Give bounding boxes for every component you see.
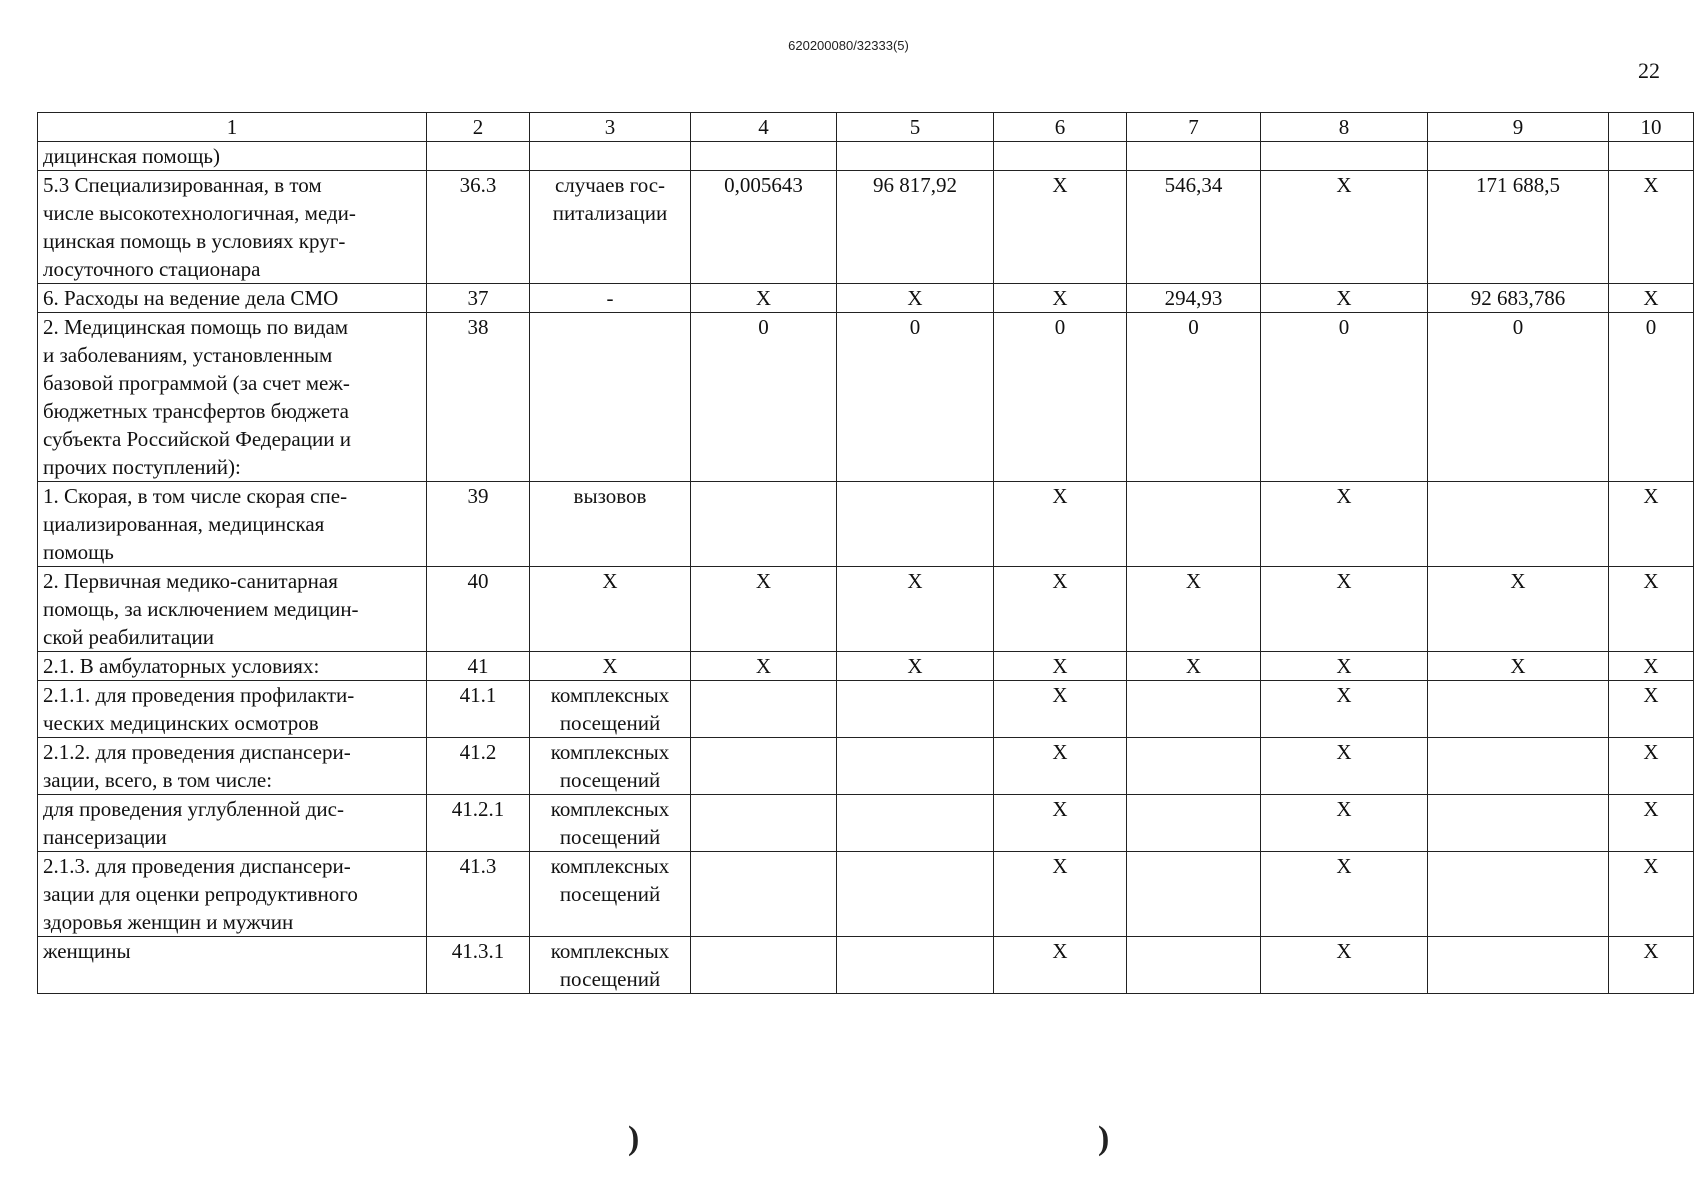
pencil-mark-right: )	[1098, 1120, 1110, 1157]
value-cell: 41.2.1	[427, 795, 530, 852]
unit-cell: вызовов	[530, 482, 691, 567]
value-cell	[1261, 142, 1428, 171]
value-cell	[691, 482, 837, 567]
value-cell: X	[1609, 652, 1694, 681]
value-cell	[1127, 482, 1261, 567]
column-header-1: 1	[38, 113, 427, 142]
column-header-9: 9	[1428, 113, 1609, 142]
value-cell: X	[1609, 738, 1694, 795]
unit-cell	[530, 313, 691, 482]
value-cell: 0,005643	[691, 171, 837, 284]
value-cell: 171 688,5	[1428, 171, 1609, 284]
value-cell	[691, 795, 837, 852]
value-cell	[837, 795, 994, 852]
page-number: 22	[1638, 58, 1660, 83]
value-cell: X	[994, 852, 1127, 937]
table-row	[38, 738, 1694, 795]
document-id: 620200080/32333(5)	[788, 38, 909, 53]
value-cell: X	[1609, 852, 1694, 937]
table-row	[38, 652, 1694, 681]
value-cell: X	[1127, 567, 1261, 652]
row-name-cell: 2.1.1. для проведения профилакти- ческих медицинских осмотров	[38, 681, 427, 738]
value-cell: X	[691, 567, 837, 652]
value-cell: 0	[837, 313, 994, 482]
value-cell: 0	[691, 313, 837, 482]
column-header-10: 10	[1609, 113, 1694, 142]
table-header-row	[38, 113, 1694, 142]
row-name-cell: 2.1.2. для проведения диспансери- зации, всего, в том числе:	[38, 738, 427, 795]
value-cell: X	[1609, 567, 1694, 652]
value-cell	[1428, 142, 1609, 171]
value-cell: X	[994, 567, 1127, 652]
table-row	[38, 852, 1694, 937]
value-cell	[837, 937, 994, 994]
value-cell: X	[1127, 652, 1261, 681]
value-cell	[691, 852, 837, 937]
row-name-cell: дицинская помощь)	[38, 142, 427, 171]
value-cell: X	[1261, 652, 1428, 681]
table-body	[38, 142, 1694, 994]
value-cell: X	[994, 482, 1127, 567]
row-name-cell: 2. Медицинская помощь по видам и заболеваниям, установленным базовой программой (за счет меж- бюджетных трансфертов бюджета субъекта Российской Федерации и прочих поступлений):	[38, 313, 427, 482]
row-name-cell: женщины	[38, 937, 427, 994]
value-cell: 41.1	[427, 681, 530, 738]
value-cell: X	[1609, 171, 1694, 284]
value-cell	[837, 852, 994, 937]
value-cell	[837, 482, 994, 567]
table-row	[38, 937, 1694, 994]
table-row	[38, 795, 1694, 852]
value-cell: X	[994, 738, 1127, 795]
row-name-cell: для проведения углубленной дис- пансеризации	[38, 795, 427, 852]
table-row	[38, 142, 1694, 171]
column-header-3: 3	[530, 113, 691, 142]
value-cell: 41.2	[427, 738, 530, 795]
value-cell	[994, 142, 1127, 171]
value-cell	[1428, 852, 1609, 937]
value-cell: X	[1609, 284, 1694, 313]
value-cell: X	[691, 652, 837, 681]
value-cell: 294,93	[1127, 284, 1261, 313]
value-cell: X	[1261, 171, 1428, 284]
unit-cell: X	[530, 567, 691, 652]
value-cell: 96 817,92	[837, 171, 994, 284]
value-cell	[1428, 681, 1609, 738]
column-header-5: 5	[837, 113, 994, 142]
value-cell: X	[1609, 937, 1694, 994]
row-name-cell: 5.3 Специализированная, в том числе высокотехнологичная, меди- цинская помощь в условиях круг- лосуточного стационара	[38, 171, 427, 284]
pencil-mark-left: )	[628, 1120, 640, 1157]
value-cell	[837, 681, 994, 738]
unit-cell: X	[530, 652, 691, 681]
unit-cell	[530, 142, 691, 171]
value-cell: X	[837, 652, 994, 681]
value-cell: 39	[427, 482, 530, 567]
unit-cell: случаев гос- питализации	[530, 171, 691, 284]
value-cell: X	[1261, 681, 1428, 738]
value-cell	[837, 738, 994, 795]
unit-cell: комплексных посещений	[530, 852, 691, 937]
value-cell: 41.3.1	[427, 937, 530, 994]
unit-cell: комплексных посещений	[530, 738, 691, 795]
table-row	[38, 567, 1694, 652]
unit-cell: комплексных посещений	[530, 795, 691, 852]
row-name-cell: 2.1.3. для проведения диспансери- зации для оценки репродуктивного здоровья женщин и мужчин	[38, 852, 427, 937]
table-row	[38, 482, 1694, 567]
value-cell: 41.3	[427, 852, 530, 937]
value-cell	[691, 681, 837, 738]
value-cell: 36.3	[427, 171, 530, 284]
column-header-8: 8	[1261, 113, 1428, 142]
row-name-cell: 6. Расходы на ведение дела СМО	[38, 284, 427, 313]
value-cell: X	[994, 284, 1127, 313]
value-cell: 0	[1261, 313, 1428, 482]
value-cell: 0	[1127, 313, 1261, 482]
value-cell	[1428, 738, 1609, 795]
value-cell: X	[1609, 795, 1694, 852]
value-cell: 38	[427, 313, 530, 482]
value-cell	[1428, 937, 1609, 994]
value-cell	[1428, 795, 1609, 852]
unit-cell: комплексных посещений	[530, 937, 691, 994]
unit-cell: комплексных посещений	[530, 681, 691, 738]
value-cell: 41	[427, 652, 530, 681]
value-cell: 0	[994, 313, 1127, 482]
data-table	[37, 112, 1694, 994]
value-cell: X	[1428, 652, 1609, 681]
value-cell	[1127, 738, 1261, 795]
value-cell	[1127, 681, 1261, 738]
row-name-cell: 1. Скорая, в том числе скорая спе- циализированная, медицинская помощь	[38, 482, 427, 567]
value-cell	[837, 142, 994, 171]
value-cell	[1428, 482, 1609, 567]
value-cell: X	[837, 567, 994, 652]
table-row	[38, 681, 1694, 738]
table-row	[38, 171, 1694, 284]
value-cell: X	[994, 681, 1127, 738]
value-cell: 0	[1428, 313, 1609, 482]
value-cell: X	[1261, 738, 1428, 795]
value-cell	[1127, 142, 1261, 171]
value-cell: X	[1261, 567, 1428, 652]
value-cell: 92 683,786	[1428, 284, 1609, 313]
row-name-cell: 2.1. В амбулаторных условиях:	[38, 652, 427, 681]
value-cell: X	[994, 937, 1127, 994]
value-cell: X	[1261, 795, 1428, 852]
value-cell: 546,34	[1127, 171, 1261, 284]
value-cell: X	[1428, 567, 1609, 652]
value-cell: X	[1261, 482, 1428, 567]
value-cell: X	[994, 795, 1127, 852]
value-cell	[691, 738, 837, 795]
value-cell	[1609, 142, 1694, 171]
column-header-2: 2	[427, 113, 530, 142]
value-cell	[1127, 937, 1261, 994]
row-name-cell: 2. Первичная медико-санитарная помощь, за исключением медицин- ской реабилитации	[38, 567, 427, 652]
value-cell: X	[691, 284, 837, 313]
value-cell: X	[1261, 937, 1428, 994]
value-cell	[1127, 795, 1261, 852]
value-cell	[427, 142, 530, 171]
value-cell: 0	[1609, 313, 1694, 482]
table-row	[38, 284, 1694, 313]
value-cell: 37	[427, 284, 530, 313]
unit-cell: -	[530, 284, 691, 313]
value-cell: X	[1261, 284, 1428, 313]
column-header-7: 7	[1127, 113, 1261, 142]
table-row	[38, 313, 1694, 482]
value-cell	[1127, 852, 1261, 937]
column-header-6: 6	[994, 113, 1127, 142]
value-cell: X	[994, 171, 1127, 284]
value-cell	[691, 142, 837, 171]
value-cell: X	[1609, 681, 1694, 738]
value-cell: X	[837, 284, 994, 313]
value-cell: X	[1261, 852, 1428, 937]
value-cell: X	[994, 652, 1127, 681]
value-cell	[691, 937, 837, 994]
value-cell: X	[1609, 482, 1694, 567]
value-cell: 40	[427, 567, 530, 652]
column-header-4: 4	[691, 113, 837, 142]
